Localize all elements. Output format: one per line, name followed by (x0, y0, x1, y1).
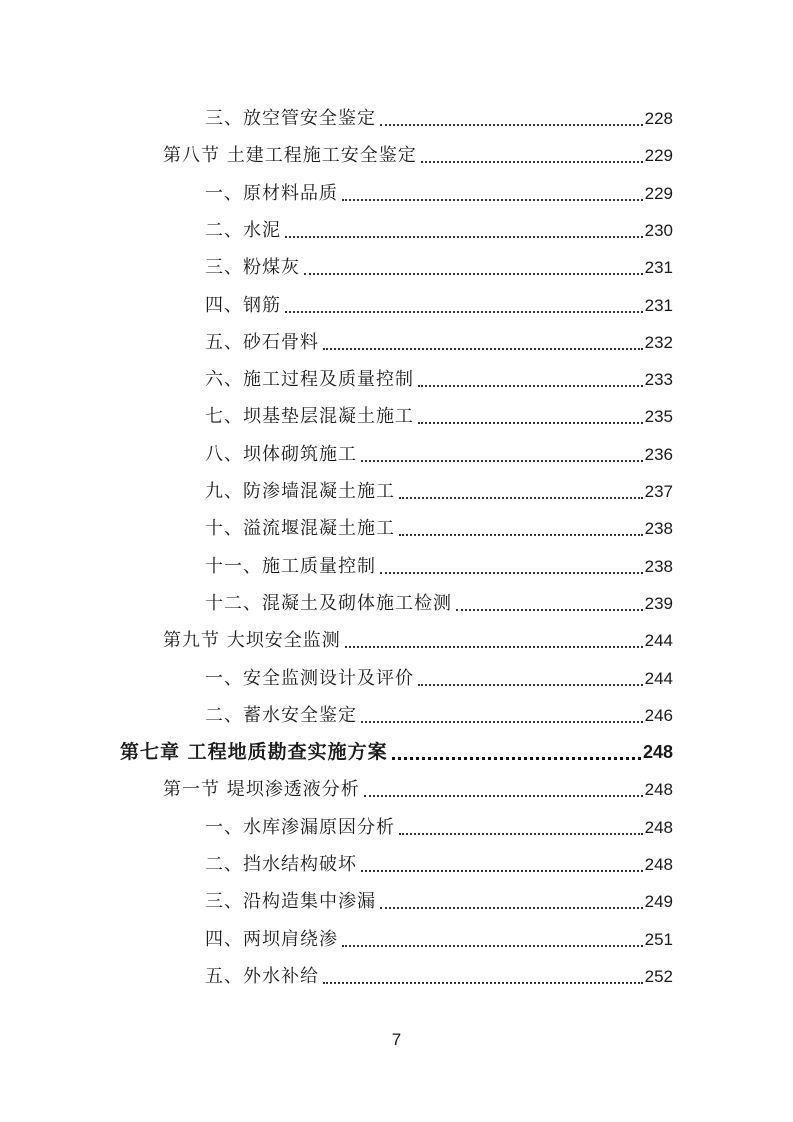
toc-entry[interactable] (205, 697, 673, 734)
page-number: 7 (391, 1030, 402, 1049)
toc-entry-title: 九、防渗墙混凝土施工 (205, 481, 395, 502)
toc-entry-title: 十、溢流堰混凝土施工 (205, 518, 395, 540)
toc-entry-page: 248 (644, 855, 673, 874)
toc-dot-leader (342, 195, 643, 201)
toc-entry[interactable] (205, 436, 673, 473)
toc-dot-leader (285, 307, 643, 313)
toc-entry-page: 229 (644, 146, 673, 166)
toc-entry-title: 二、蓄水安全鉴定 (205, 704, 357, 726)
toc-entry-title: 一、安全监测设计及评价 (205, 667, 414, 689)
toc-entry-title: 二、挡水结构破坏 (205, 854, 357, 875)
toc-entry-title: 第八节 土建工程施工安全鉴定 (163, 145, 417, 167)
toc-entry[interactable] (205, 883, 673, 920)
toc-entry-title: 一、水库渗漏原因分析 (205, 816, 395, 838)
toc-entry[interactable] (205, 324, 673, 361)
toc-entry[interactable] (205, 398, 673, 435)
toc-entry-title: 五、外水补给 (205, 965, 319, 987)
toc-entry-page: 248 (644, 780, 673, 800)
toc-entry-title: 二、水泥 (205, 219, 281, 241)
toc-entry-title: 十一、施工质量控制 (205, 555, 376, 577)
toc-entry-title: 四、钢筋 (205, 294, 281, 316)
toc-entry[interactable] (205, 249, 673, 286)
toc-entry-page: 238 (644, 556, 673, 576)
toc-dot-leader (399, 829, 643, 835)
toc-entry-page: 244 (644, 668, 673, 688)
toc-entry-page: 248 (642, 742, 673, 763)
toc-entry[interactable] (205, 100, 673, 137)
toc-entry[interactable] (163, 771, 673, 808)
toc-dot-leader (418, 680, 643, 686)
toc-dot-leader (380, 120, 643, 126)
toc-entry[interactable] (205, 473, 673, 510)
toc-dot-leader (361, 866, 643, 872)
toc-entry-title: 十二、混凝土及砌体施工检测 (205, 592, 452, 614)
toc-entry-page: 246 (644, 705, 673, 725)
toc-entry-page: 244 (644, 631, 673, 651)
toc-dot-leader (361, 456, 643, 462)
toc-entry-page: 233 (644, 370, 673, 390)
toc-entry[interactable] (205, 660, 673, 697)
toc-entry-page: 237 (644, 482, 673, 501)
toc-entry-title: 第一节 堤坝渗透液分析 (163, 779, 360, 801)
toc-dot-leader (342, 941, 643, 947)
toc-entry[interactable] (205, 175, 673, 212)
toc-entry[interactable] (205, 548, 673, 585)
toc-entry[interactable] (120, 734, 673, 771)
toc-entry[interactable] (163, 622, 673, 659)
toc-entry-page: 239 (644, 593, 673, 613)
toc-dot-leader (345, 642, 643, 648)
toc-entry-title: 八、坝体砌筑施工 (205, 443, 357, 465)
toc-entry-page: 229 (644, 183, 673, 203)
toc-entry-page: 236 (644, 444, 673, 464)
toc-dot-leader (380, 568, 643, 574)
toc-entry[interactable] (205, 921, 673, 958)
toc-dot-leader (364, 791, 643, 797)
toc-entry-page: 251 (644, 929, 673, 949)
toc-dot-leader (399, 530, 643, 536)
toc-entry-title: 第七章 工程地质勘查实施方案 (120, 741, 388, 764)
toc-dot-leader (323, 344, 643, 350)
toc-entry[interactable] (205, 287, 673, 324)
toc-entry-title: 第九节 大坝安全监测 (163, 630, 341, 652)
toc-entry[interactable] (205, 361, 673, 398)
toc-entry-title: 一、原材料品质 (205, 182, 338, 204)
toc-entry-title: 六、施工过程及质量控制 (205, 369, 414, 391)
toc-entry-page: 228 (644, 109, 673, 128)
toc-dot-leader (456, 605, 643, 611)
toc-dot-leader (361, 717, 643, 723)
toc-dot-leader (380, 903, 643, 909)
toc-dot-leader (421, 157, 643, 163)
toc-dot-leader (285, 232, 643, 238)
toc-entry[interactable] (205, 212, 673, 249)
toc-dot-leader (304, 269, 643, 275)
toc-entry[interactable] (205, 809, 673, 846)
toc-entry-title: 四、两坝肩绕渗 (205, 928, 338, 950)
toc-entry-page: 248 (644, 817, 673, 837)
toc-dot-leader (399, 493, 643, 499)
table-of-contents (0, 100, 793, 1000)
toc-entry-title: 五、砂石骨料 (205, 331, 319, 353)
toc-dot-leader (418, 381, 643, 387)
toc-dot-leader (392, 753, 641, 760)
toc-entry[interactable] (205, 846, 673, 883)
toc-entry-title: 三、放空管安全鉴定 (205, 108, 376, 129)
toc-entry[interactable] (205, 585, 673, 622)
toc-entry-page: 230 (644, 220, 673, 240)
toc-entry[interactable] (163, 137, 673, 174)
toc-entry-title: 三、沿构造集中渗漏 (205, 891, 376, 913)
toc-dot-leader (418, 418, 643, 424)
toc-entry-page: 252 (644, 966, 673, 986)
toc-entry-page: 235 (644, 407, 673, 427)
toc-entry-title: 三、粉煤灰 (205, 257, 300, 279)
toc-entry-page: 231 (644, 295, 673, 315)
toc-entry-title: 七、坝基垫层混凝土施工 (205, 406, 414, 428)
toc-entry-page: 249 (644, 892, 673, 912)
toc-entry-page: 231 (644, 258, 673, 278)
toc-entry[interactable] (205, 958, 673, 995)
toc-entry[interactable] (205, 510, 673, 547)
toc-dot-leader (323, 978, 643, 984)
toc-entry-page: 238 (644, 519, 673, 539)
toc-entry-page: 232 (644, 332, 673, 352)
